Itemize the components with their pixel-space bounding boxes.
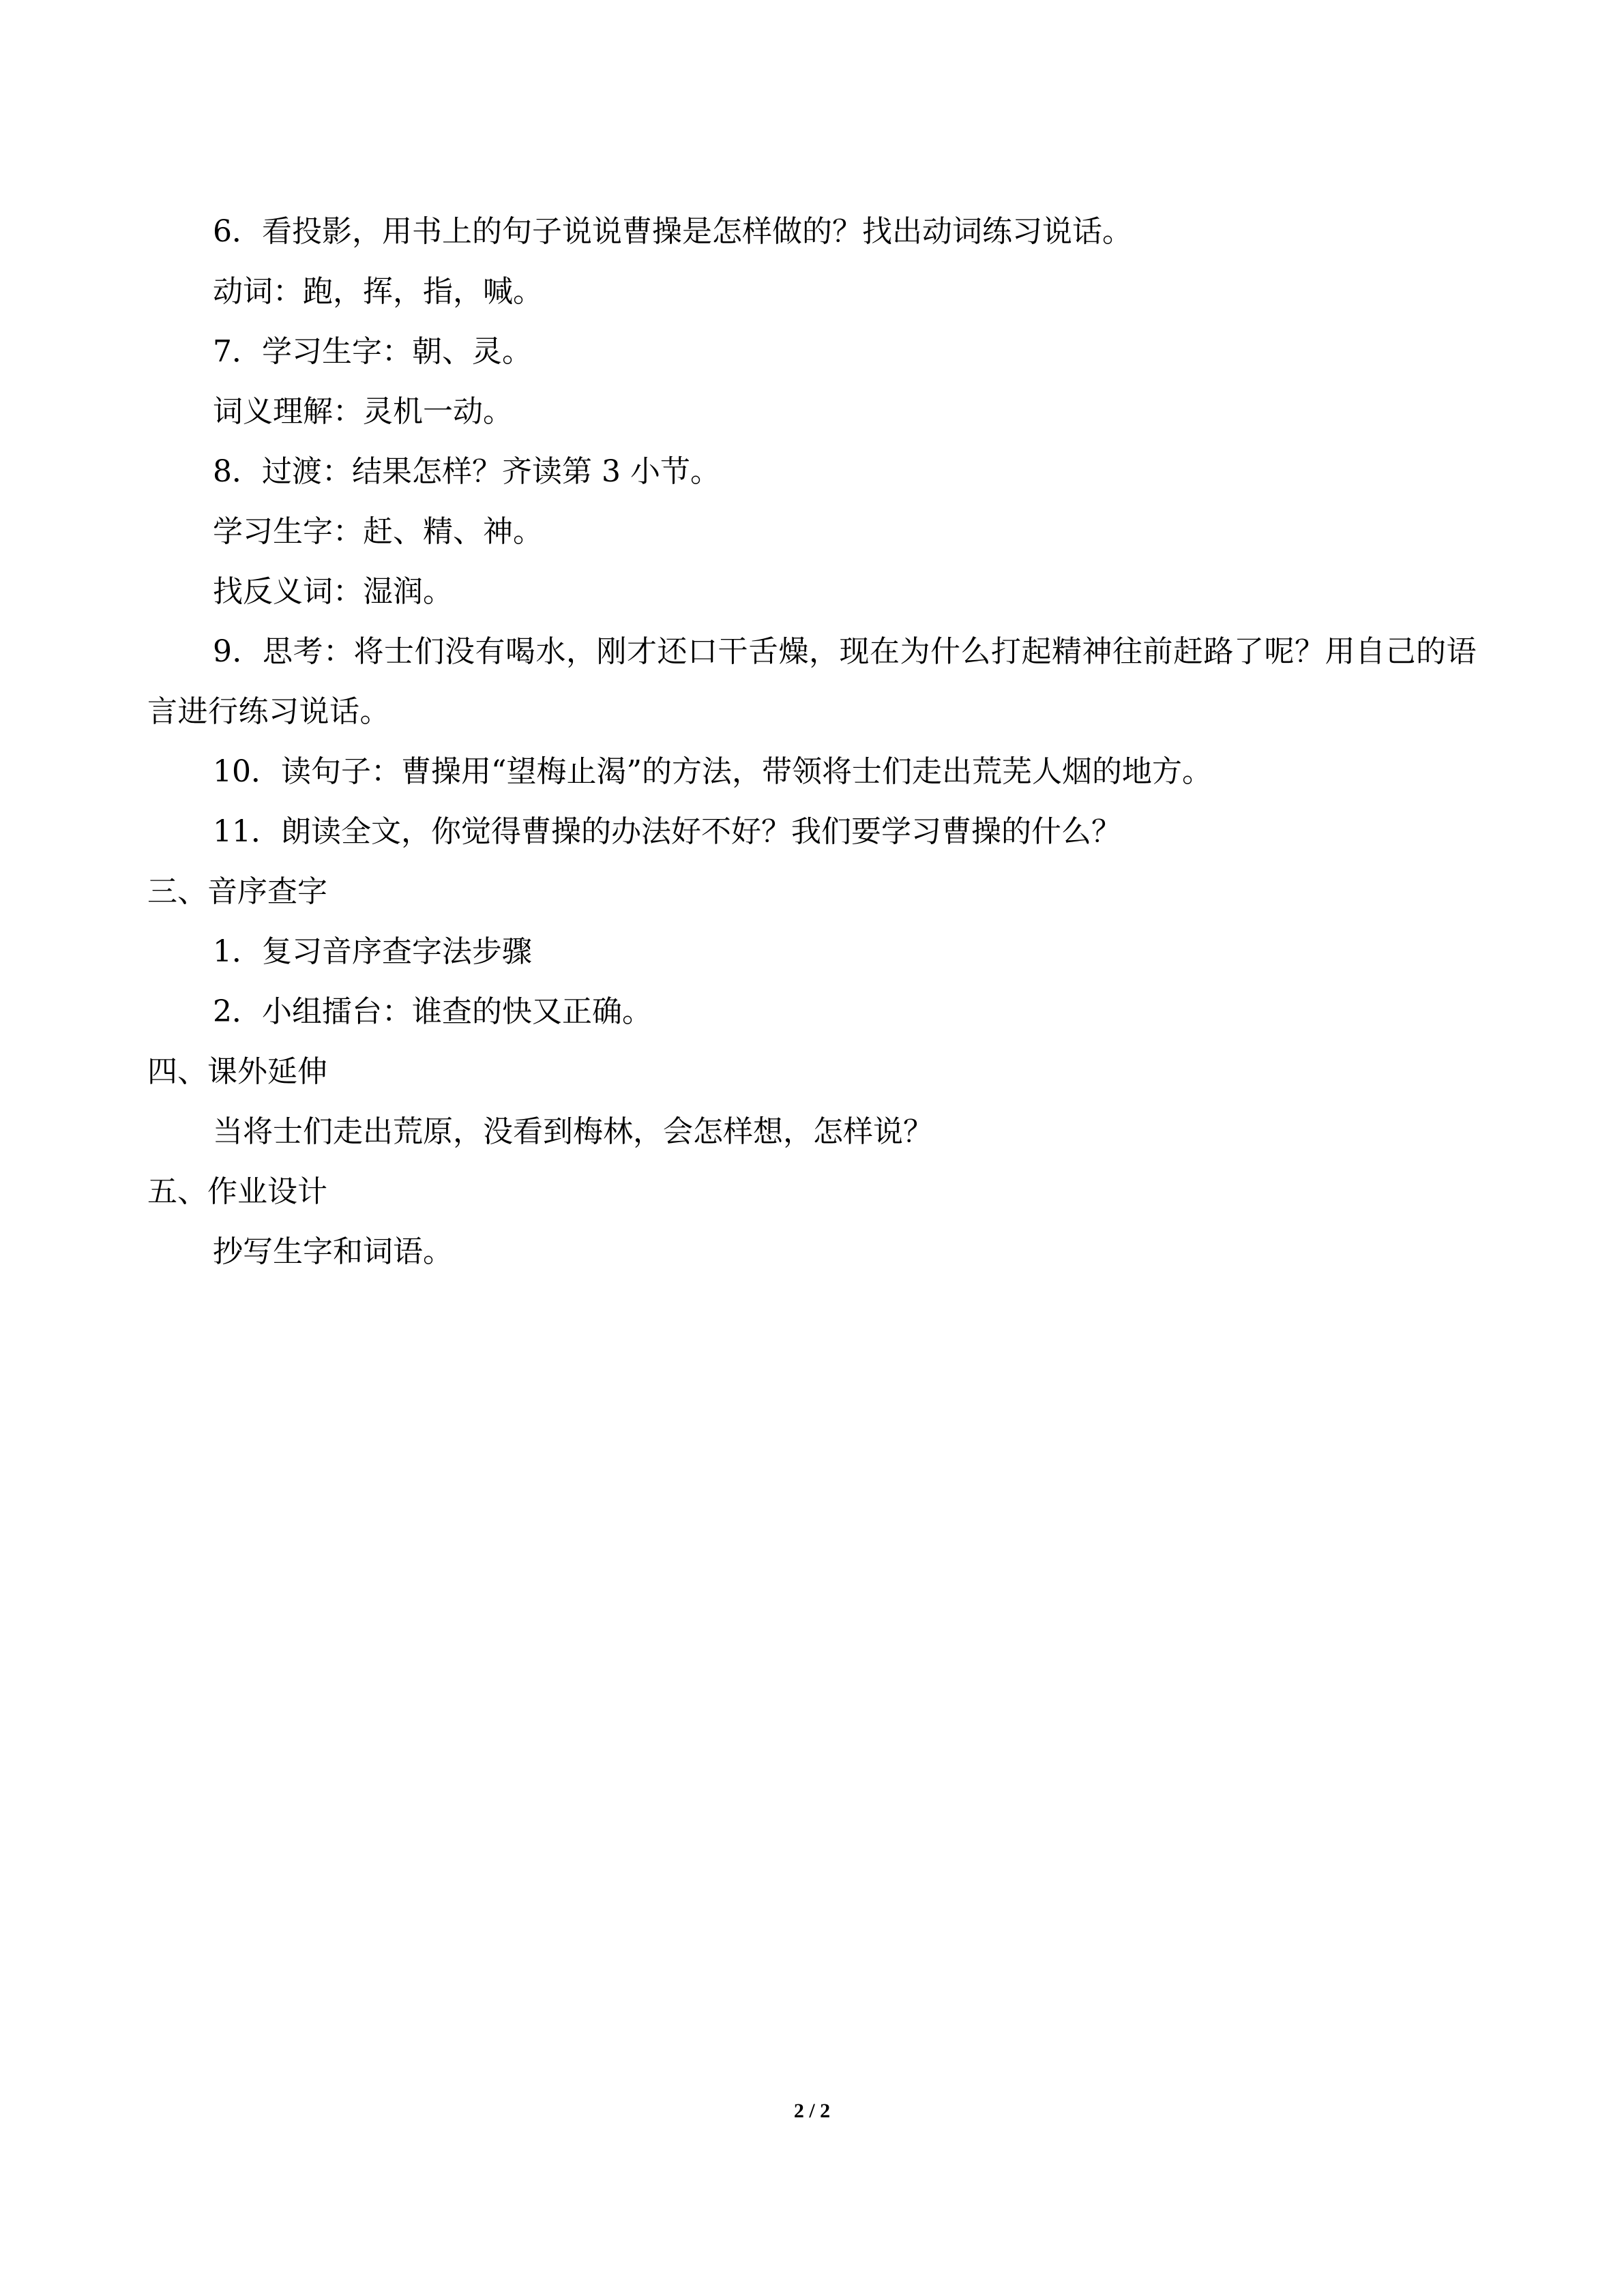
step-10-text: 10．读句子：曹操用“望梅止渴”的方法，带领将士们走出荒芜人烟的地方。 <box>213 754 1212 789</box>
section-4-heading: 四、课外延伸 <box>147 1054 327 1089</box>
section-5-text: 抄写生字和词语。 <box>213 1234 453 1269</box>
word-meaning-text: 词义理解：灵机一动。 <box>213 394 513 429</box>
page-number: 2 / 2 <box>793 2100 831 2122</box>
antonym-text: 找反义词：湿润。 <box>213 574 453 609</box>
section-5-heading: 五、作业设计 <box>147 1174 327 1209</box>
step-6-text: 6．看投影，用书上的句子说说曹操是怎样做的？找出动词练习说话。 <box>213 214 1132 249</box>
section-3-item-2: 2．小组擂台：谁查的快又正确。 <box>213 994 652 1029</box>
section-3-heading: 三、音序查字 <box>147 874 327 909</box>
verbs-text: 动词：跑，挥，指，喊。 <box>213 274 543 309</box>
section-4-text: 当将士们走出荒原，没看到梅林，会怎样想，怎样说？ <box>213 1114 933 1149</box>
step-7-text: 7．学习生字：朝、灵。 <box>213 334 532 369</box>
step-8-text: 8．过渡：结果怎样？齐读第 3 小节。 <box>213 454 720 489</box>
section-3-item-1: 1．复习音序查字法步骤 <box>213 934 532 969</box>
step-9-text: 9．思考：将士们没有喝水，刚才还口干舌燥，现在为什么打起精神往前赶路了呢？用自己的语言进行练习说话。 <box>147 634 1477 729</box>
new-characters-text: 学习生字：赶、精、神。 <box>213 514 543 549</box>
document-body <box>147 202 1491 1282</box>
step-11-text: 11．朗读全文，你觉得曹操的办法好不好？我们要学习曹操的什么？ <box>213 814 1121 849</box>
